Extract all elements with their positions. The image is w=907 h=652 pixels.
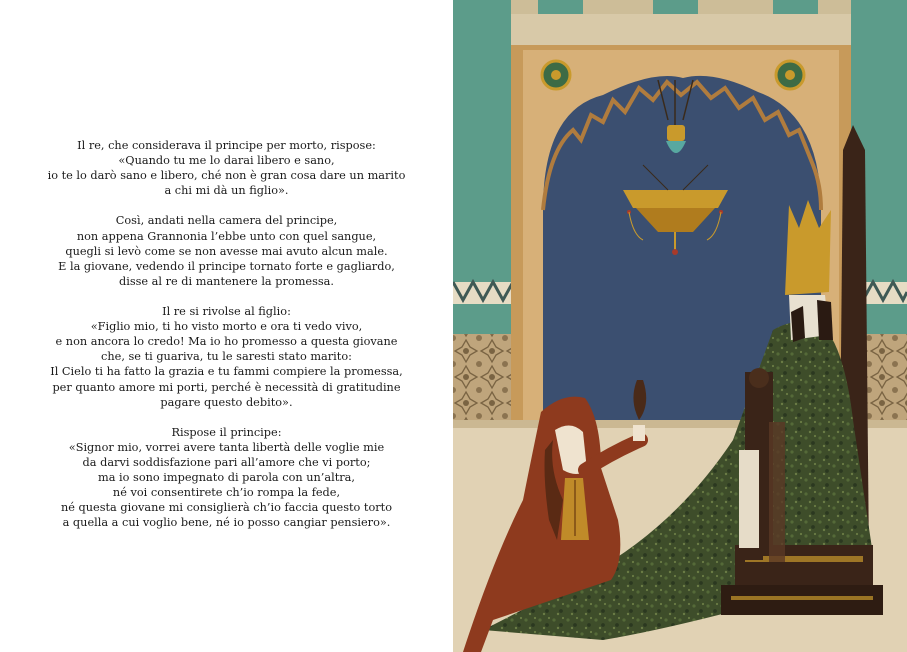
text-line: e non ancora lo credo! Ma io ho promesso a questa giovane	[55, 335, 398, 349]
text-line: a quella a cui voglio bene, né io posso cangiar pensiero».	[62, 516, 391, 530]
text-line: E la giovane, vedendo il principe tornato forte e gagliardo,	[58, 259, 395, 273]
paragraph	[30, 304, 423, 410]
paragraph	[30, 425, 423, 531]
text-line: Il re, che considerava il principe per morto, rispose:	[77, 139, 376, 152]
throne-room-illustration	[453, 0, 907, 652]
text-line: «Signor mio, vorrei avere tanta libertà delle voglie mie	[68, 440, 385, 454]
king	[785, 200, 833, 342]
text-line: Così, andati nella camera del principe,	[115, 214, 338, 228]
text-line: quegli si levò come se non avesse mai avuto alcun male.	[65, 244, 388, 258]
king-legs	[739, 450, 759, 550]
left-teal-column	[453, 0, 511, 285]
text-line: non appena Grannonia l’ebbe unto con quel sangue,	[76, 229, 377, 243]
text-line: Rispose il principe:	[171, 425, 282, 439]
text-line: Il re si rivolse al figlio:	[162, 305, 291, 319]
text-line: né questa giovane mi consiglierà ch’io faccia questo torto	[60, 501, 393, 515]
story-text	[30, 138, 423, 546]
text-line: Il Cielo ti ha fatto la grazia e tu fammi compiere la promessa,	[50, 365, 403, 379]
text-line: che, se ti guariva, tu le saresti stato marito:	[101, 350, 352, 364]
text-line: per quanto amore mi porti, perché è necessità di gratitudine	[52, 380, 401, 394]
text-line: «Figlio mio, ti ho visto morto e ora ti vedo vivo,	[90, 320, 363, 334]
text-line: a chi mi dà un figlio».	[164, 184, 289, 198]
text-line: io te lo darò sano e libero, ché non è gran cosa dare un marito	[47, 169, 406, 183]
text-page	[0, 0, 453, 652]
text-line: pagare questo debito».	[160, 395, 293, 409]
text-line: né voi consentirete ch’io rompa la fede,	[112, 486, 341, 500]
paragraph	[30, 213, 423, 288]
text-line: da darvi soddisfazione pari all’amore che vi porto;	[82, 455, 371, 469]
text-line: ma io sono impegnato di parola con un’altra,	[97, 471, 356, 485]
illustration-page	[453, 0, 907, 652]
text-line: «Quando tu me lo darai libero e sano,	[118, 154, 335, 168]
paragraph	[30, 138, 423, 198]
text-line: disse al re di mantenere la promessa.	[118, 274, 335, 288]
